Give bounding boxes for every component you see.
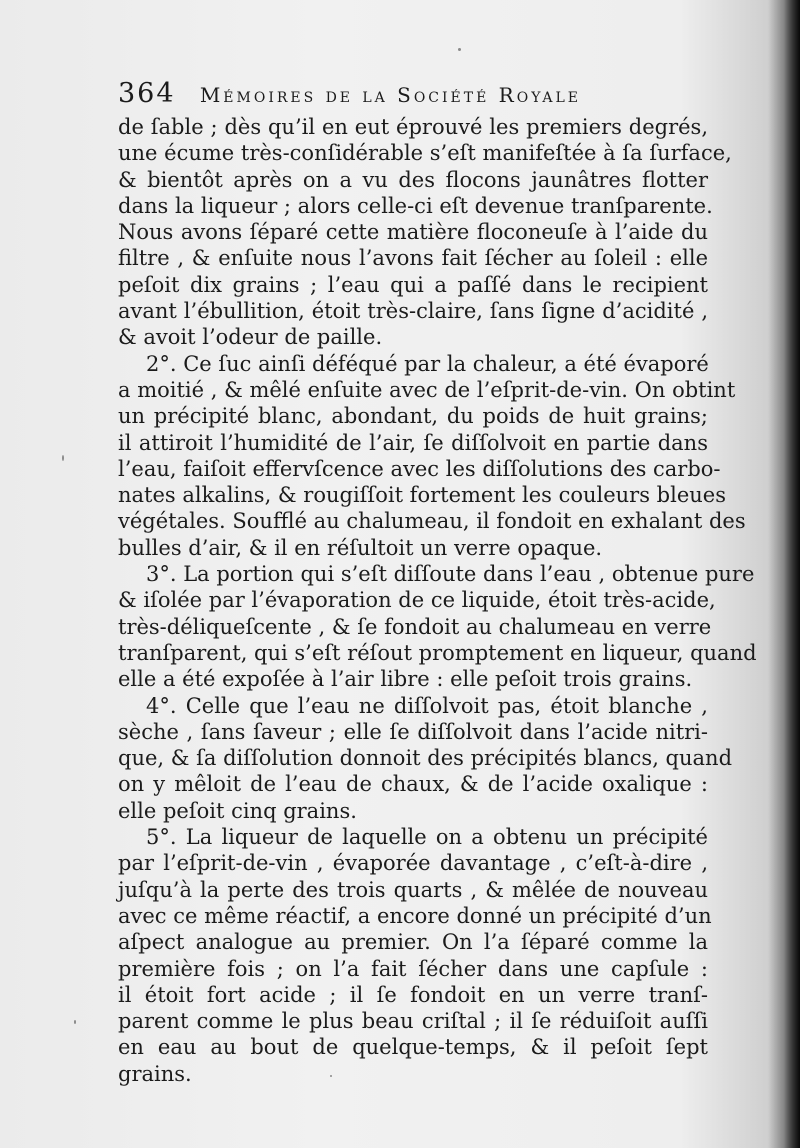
text-line: en eau au bout de quelque-temps, & il peſoit ſept [118,1035,708,1060]
text-line: de ſable ; dès qu’il en eut éprouvé les premiers degrés, [118,115,708,139]
text-line: & iſolée par l’évaporation de ce liquide, étoit très-acide, [118,588,716,613]
text-line: un précipité blanc, abondant, du poids de huit grains; [118,404,708,429]
text-line: on y mêloit de l’eau de chaux, & de l’acide oxalique : [118,772,708,797]
paper-speck [74,1020,76,1024]
text-line: il étoit fort acide ; il ſe fondoit en un verre tranſ- [118,982,708,1007]
text-line: très-déliqueſcente , & ſe fondoit au chalumeau en verre [118,614,712,639]
text-line: tranſparent, qui s’eſt réſout promptement en liqueur, quand [118,640,757,665]
text-line: une écume très-conſidérable s’eſt manifeſtée à ſa ſurface, [118,141,732,166]
text-line: bulles d’air, & il en réſultoit un verre opaque. [118,535,603,560]
text-line: Nous avons ſéparé cette matière floconeuſe à l’aide du [118,220,708,245]
text-line: filtre , & enſuite nous l’avons fait ſécher au ſoleil : elle [118,246,708,271]
running-head [118,78,718,114]
text-line: elle peſoit cinq grains. [118,798,357,823]
text-line: dans la liqueur ; alors celle-ci eſt devenue tranſparente. [118,193,713,218]
text-line: 2°. Ce ſuc ainſi déféqué par la chaleur, a été évaporé [146,351,709,376]
text-line: elle a été expoſée à l’air libre : elle peſoit trois grains. [118,667,693,692]
text-line: & avoit l’odeur de paille. [118,325,383,350]
text-line: & bientôt après on a vu des flocons jaunâtres flotter [118,167,708,192]
page-number: 364 [118,78,176,109]
text-line: juſqu’à la perte des trois quarts , & mêlée de nouveau [118,877,708,902]
text-line: il attiroit l’humidité de l’air, ſe diſſolvoit en partie dans [118,430,708,455]
text-line: l’eau, faiſoit effervſcence avec les diſſolutions des carbo- [118,456,721,481]
text-line: sèche , ſans ſaveur ; elle ſe diſſolvoit dans l’acide nitri- [118,719,708,744]
paper-speck [458,48,461,51]
body-text [118,114,757,1087]
running-title: Mémoires de la Société Royale [199,83,582,107]
text-line: nates alkalins, & rougiſſoit fortement les couleurs bleues [118,483,726,508]
text-line: par l’eſprit-de-vin , évaporée davantage , c’eſt-à-dire , [118,851,708,876]
text-line: avec ce même réactif, a encore donné un précipité d’un [118,903,712,928]
text-line: première fois ; on l’a fait ſécher dans une capſule : [118,956,708,981]
text-line: grains. [118,1061,192,1086]
page-edge-shadow [784,0,800,1148]
text-line: 4°. Celle que l’eau ne diſſolvoit pas, étoit blanche , [146,693,708,718]
paper-speck [330,1075,332,1077]
text-line: a moitié , & mêlé enſuite avec de l’eſprit-de-vin. On obtint [118,377,736,402]
paper-speck [62,455,64,461]
text-line: végétales. Soufflé au chalumeau, il fondoit en exhalant des [118,509,746,534]
text-line: peſoit dix grains ; l’eau qui a paſſé dans le recipient [118,272,708,297]
text-line: aſpect analogue au premier. On l’a ſéparé comme la [118,930,708,955]
text-line: 5°. La liqueur de laquelle on a obtenu un précipité [146,825,708,850]
text-line: parent comme le plus beau criſtal ; il ſe réduiſoit auſſi [118,1009,708,1034]
text-line: avant l’ébullition, étoit très-claire, ſans ſigne d’acidité , [118,299,708,324]
text-line: que, & ſa diſſolution donnoit des précipités blancs, quand [118,746,733,771]
text-line: 3°. La portion qui s’eſt diſſoute dans l’eau , obtenue pure [146,562,755,587]
